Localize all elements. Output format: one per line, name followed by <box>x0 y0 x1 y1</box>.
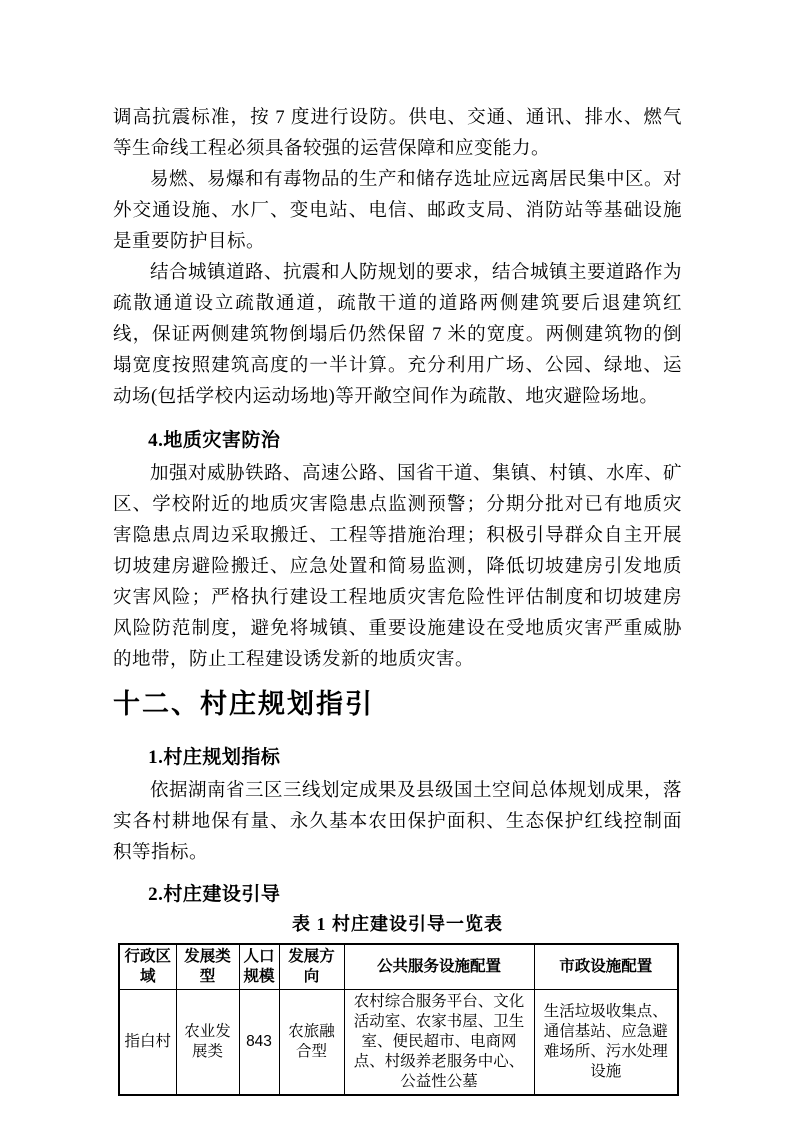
header-public-service-facilities: 公共服务设施配置 <box>344 944 534 990</box>
header-municipal-facilities: 市政设施配置 <box>534 944 678 990</box>
paragraph-geological-disaster: 加强对威胁铁路、高速公路、国省干道、集镇、村镇、水库、矿区、学校附近的地质灾害隐患点监测预警；分期分批对已有地质灾害隐患点周边采取搬迁、工程等措施治理；积极引导群众自主开展切坡建房避险搬迁、应急处置和简易监测，降低切坡建房引发地质灾害风险；严格执行建设工程地质灾害危险性评估制度和切坡建房风险防范制度，避免将城镇、重要设施建设在受地质灾害严重威胁的地带，防止工程建设诱发新的地质灾害。 <box>113 464 683 670</box>
table-header-row <box>119 944 678 990</box>
table-row-zhibai-village <box>119 990 678 1096</box>
cell-population-scale: 843 <box>239 990 279 1096</box>
paragraph-village-indicators: 依据湖南省三区三线划定成果及县级国土空间总体规划成果，落实各村耕地保有量、永久基本农田保护面积、生态保护红线控制面积等指标。 <box>113 781 683 863</box>
header-development-type: 发展类型 <box>176 944 239 990</box>
cell-municipal-facilities: 生活垃圾收集点、通信基站、应急避难场所、污水处理设施 <box>534 990 678 1096</box>
paragraph-hazard-sites: 易燃、易爆和有毒物品的生产和储存选址应远离居民集中区。对外交通设施、水厂、变电站、电信、邮政支局、消防站等基础设施是重要防护目标。 <box>113 170 683 252</box>
paragraph-lifeline-continuation: 调高抗震标准，按 7 度进行设防。供电、交通、通讯、排水、燃气等生命线工程必须具备较强的运营保障和应变能力。 <box>113 108 682 159</box>
heading-geological-disaster-prevention: 4.地质灾害防治 <box>148 430 281 451</box>
cell-admin-region: 指白村 <box>119 990 176 1096</box>
cell-public-service-facilities: 农村综合服务平台、文化活动室、农家书屋、卫生室、便民超市、电商网点、村级养老服务中心、公益性公墓 <box>344 990 534 1096</box>
heading-village-planning-indicators: 1.村庄规划指标 <box>148 747 281 768</box>
header-population-scale: 人口规模 <box>239 944 279 990</box>
header-development-direction: 发展方向 <box>279 944 344 990</box>
cell-development-type: 农业发展类 <box>176 990 239 1096</box>
paragraph-evacuation-roads: 结合城镇道路、抗震和人防规划的要求，结合城镇主要道路作为疏散通道设立疏散通道，疏散干道的道路两侧建筑要后退建筑红线，保证两侧建筑物倒塌后仍然保留 7 米的宽度。两侧建筑物的倒塌宽度按照建筑高度的一半计算。充分利用广场、公园、绿地、运动场(包括学校内运动场地)等开敞空间作为疏散、地灾避险场地。 <box>113 263 683 407</box>
village-construction-guide-table <box>118 943 679 1096</box>
heading-village-construction-guidance: 2.村庄建设引导 <box>148 884 281 905</box>
cell-development-direction: 农旅融合型 <box>279 990 344 1096</box>
header-admin-region: 行政区域 <box>119 944 176 990</box>
table-caption: 表 1 村庄建设引导一览表 <box>292 914 503 934</box>
heading-chapter-village-planning-guide: 十二、村庄规划指引 <box>113 689 374 719</box>
